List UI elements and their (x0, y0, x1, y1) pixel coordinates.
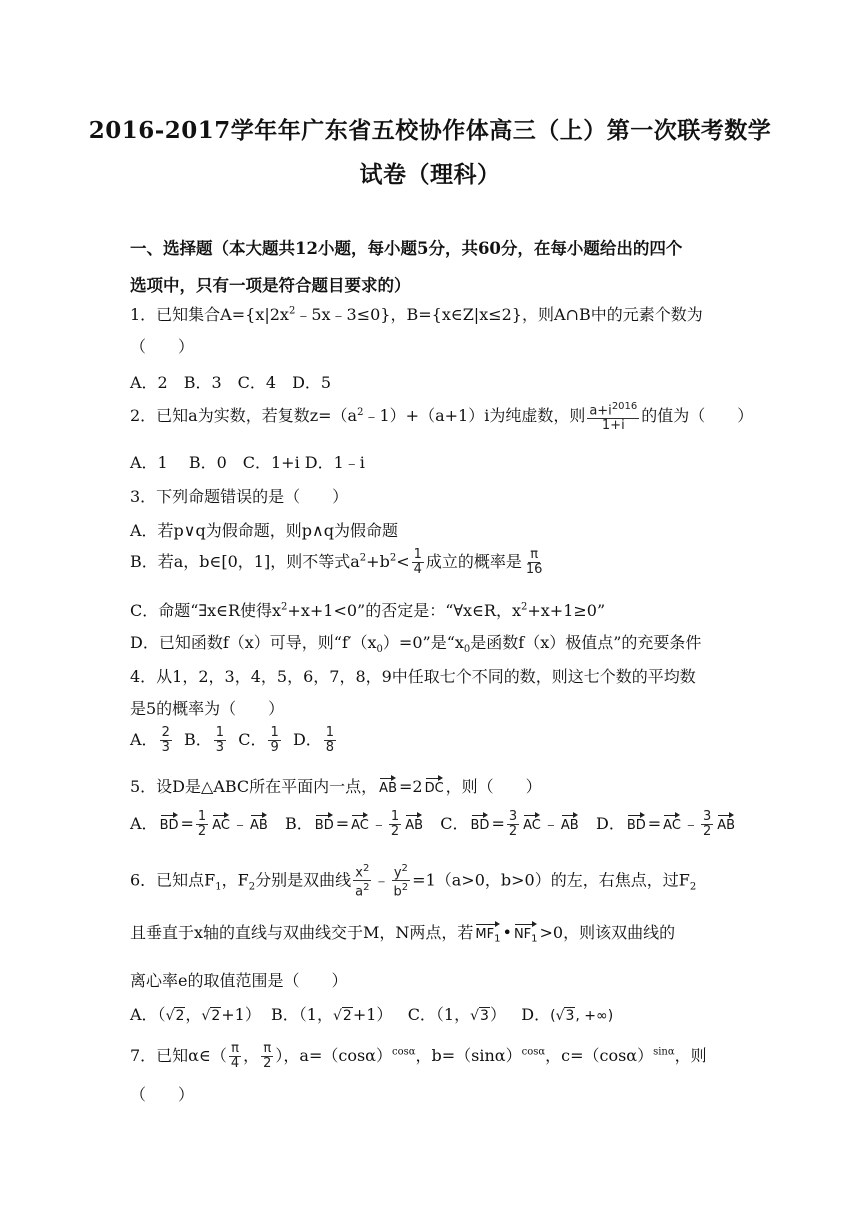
q7-f1-num: π (231, 1041, 239, 1056)
q6d-rad: 3 (565, 1008, 575, 1024)
q5-text-b: ，则（ ） (445, 777, 542, 796)
q5d-frac-num: 3 (702, 809, 712, 824)
q6-text-d: =1（a>0，b>0）的左，右焦点，过F (412, 870, 690, 890)
q3b-sup-2: 2 (389, 552, 397, 564)
q6a-rad-2: 2 (211, 1008, 221, 1024)
q6a-sqrt-2: √2 (165, 1008, 185, 1024)
q7-f2-num: π (263, 1041, 272, 1056)
q4-opt-c-label: C． (238, 730, 267, 749)
q2-frac-num: a+i (589, 403, 612, 419)
q4-line-1: 4．从1，2，3，4，5，6，7，8，9中任取七个不同的数，则这七个数的平均数 (130, 667, 696, 686)
q1-paren: （ ） (130, 337, 195, 356)
q3-option-d (130, 630, 740, 655)
q5b-vec-ac: AC (351, 812, 369, 833)
q6-fy-num: y (393, 865, 402, 881)
q3-option-b (130, 548, 740, 577)
q7-text-c: ，b=（sinα） (415, 1046, 522, 1065)
q5-eq2: =2 (398, 777, 423, 796)
q6a-text-a: A．（ (130, 1005, 166, 1024)
q5a-minus: ﹣ (231, 814, 248, 833)
q5-opt-b-label: B． (285, 814, 313, 833)
q5a-frac-den: 2 (197, 824, 207, 839)
q5a-vec-ab: AB (250, 812, 268, 833)
q6d-open-paren: ( (550, 1008, 556, 1024)
q4-opt-a-frac (160, 726, 172, 755)
q4-opt-a-label: A． (130, 730, 158, 749)
q4-fc-den: 9 (270, 740, 279, 755)
q2-text-a: 2．已知a为实数，若复数z=（a (130, 406, 358, 426)
q4-opt-d-label: D． (292, 730, 322, 749)
q5b-frac (389, 810, 401, 839)
q3b-sup-1: 2 (359, 552, 367, 564)
q3b-fraction-2 (524, 548, 545, 577)
q5a-vec-ac: AC (212, 812, 230, 833)
section-heading-line-2: 选项中，只有一项是符合题目要求的） (130, 276, 411, 295)
q3b-f1-den: 4 (413, 562, 422, 577)
q1-stem (130, 302, 740, 325)
q6-line-3: 离心率e的取值范围是（ ） (130, 971, 348, 990)
q5d-vec-ac: AC (663, 812, 681, 833)
q6-options (130, 1002, 740, 1025)
q5c-minus: ﹣ (542, 814, 559, 833)
q5c-eq: = (491, 814, 505, 833)
q5b-eq: = (335, 814, 350, 833)
q5-vector-dc: DC (425, 775, 444, 796)
q3b-text-a: B．若a，b∈[0，1]，则不等式a (130, 552, 360, 571)
q4-options (130, 726, 740, 755)
q6a-text-b: ， (185, 1005, 202, 1024)
q6d-interval: (√3, +∞) (550, 1008, 614, 1024)
q5a-vec-bd: BD (160, 812, 179, 833)
q6-fy-num-sup: 2 (401, 863, 408, 874)
q3b-f1-num: 1 (413, 547, 422, 562)
q3b-f2-den: 16 (525, 562, 543, 577)
q5d-eq: = (647, 814, 662, 833)
q5c-vec-ab: AB (561, 812, 579, 833)
q5-opt-a-label: A． (130, 814, 158, 833)
q6b-text-b: +1） (352, 1005, 393, 1024)
q4-fc-num: 1 (270, 725, 279, 740)
q5-options (130, 810, 740, 839)
q1-text-a: 1．已知集合A={x|2x (130, 305, 289, 324)
q2-frac-sup: 2016 (611, 401, 638, 412)
q5c-vec-ac: AC (523, 812, 541, 833)
q6-text-a: 6．已知点F (130, 870, 216, 890)
q3-stem: 3．下列命题错误的是（ ） (130, 487, 349, 506)
q4-opt-b-label: B． (184, 730, 212, 749)
q5d-frac-den: 2 (702, 824, 712, 839)
q5-vector-ab: AB (379, 775, 397, 796)
q3b-f2-num: π (530, 547, 539, 562)
q6c-sqrt-3: √3 (470, 1008, 489, 1024)
q4-fb-num: 1 (215, 725, 225, 740)
q6-frac-y (392, 862, 411, 900)
q3-option-a: A．若p∨q为假命题，则p∧q为假命题 (130, 521, 398, 540)
q3c-text-c: +x+1≥0” (527, 601, 606, 620)
q3c-text-a: C．命题“∃x∈R使得x (130, 601, 282, 620)
q4-fd-den: 8 (325, 740, 335, 755)
q1-options: A．2 B．3 C．4 D．5 (130, 373, 332, 392)
q6d-text-a: D． (521, 1005, 551, 1024)
q5d-minus: ﹣ (682, 814, 699, 833)
q7-text-e: ，则 (674, 1046, 707, 1065)
q4-fd-num: 1 (325, 725, 335, 740)
q2-text-b: ﹣1）+（a+1）i为纯虚数，则 (363, 406, 586, 426)
q7-comma: ， (243, 1046, 260, 1065)
q6a-text-c: +1） (221, 1005, 261, 1024)
q3b-text-b: +b (366, 552, 390, 571)
q5d-vec-bd: BD (627, 812, 646, 833)
q2-sup: 2 (357, 406, 364, 418)
q6-vec-nf-sub: 1 (531, 933, 538, 945)
q7-text-a: 7．已知α∈（ (130, 1046, 227, 1065)
q7-stem (130, 1042, 740, 1071)
q6b-rad: 2 (342, 1008, 352, 1024)
q3b-fraction-1 (412, 548, 424, 577)
q3d-text-b: ）=0”是“x (382, 633, 464, 652)
q6b-text-a: B．（1， (271, 1005, 333, 1024)
q6-text-f: >0，则该双曲线的 (539, 923, 676, 942)
q6-sub-3: 2 (689, 881, 697, 893)
q6c-text-b: ） (489, 1005, 506, 1024)
section-heading (130, 230, 730, 304)
q6-vec-mf-label: MF (475, 927, 495, 942)
q7-sup-1: cosα (391, 1046, 416, 1058)
q6-fx-num-sup: 2 (363, 863, 370, 874)
q7-text-b: ），a=（cosα） (275, 1046, 392, 1065)
q5b-frac-num: 1 (390, 809, 400, 824)
q7-sup-2: cosα (521, 1046, 546, 1058)
q2-stem (130, 400, 754, 434)
q5a-frac-num: 1 (197, 809, 207, 824)
q6-vector-nf1 (514, 921, 538, 945)
q7-sup-3: sinα (653, 1046, 675, 1058)
q3c-sup-2: 2 (520, 601, 528, 613)
q5-stem (130, 774, 740, 797)
q6a-sqrt-2b: √2 (201, 1008, 221, 1024)
q6a-rad-1: 2 (175, 1008, 185, 1024)
q6-line-2 (130, 920, 740, 945)
q6-minus: ﹣ (373, 870, 390, 890)
q7-text-d: ，c=（cosα） (545, 1046, 654, 1065)
q6-sub-1: 1 (215, 881, 222, 893)
q4-fa-num: 2 (161, 725, 170, 740)
q5c-vec-bd: BD (471, 812, 490, 833)
q4-opt-b-frac (214, 726, 226, 755)
q7-paren: （ ） (130, 1085, 195, 1104)
q6-fy-den: b (393, 884, 402, 900)
q5-text-a: 5．设D是△ABC所在平面内一点， (130, 777, 378, 796)
q7-frac-2 (261, 1042, 273, 1071)
q5-opt-d-label: D． (595, 814, 625, 833)
q4-fa-den: 3 (161, 740, 170, 755)
q6-fy-den-sup: 2 (401, 882, 409, 894)
q6-text-b: ，F (221, 870, 249, 890)
section-heading-line-1: 一、选择题（本大题共12小题，每小题5分，共60分，在每小题给出的四个 (130, 239, 683, 258)
q6d-inf: , +∞) (575, 1008, 614, 1024)
q3d-sub-2: 0 (463, 644, 471, 656)
q5b-frac-den: 2 (390, 824, 400, 839)
q7-frac-1 (229, 1042, 241, 1071)
q3d-text-a: D．已知函数f（x）可导，则“f′（x (130, 633, 377, 652)
q3-option-c (130, 598, 740, 621)
q6-text-e: 且垂直于x轴的直线与双曲线交于M，N两点，若 (130, 923, 474, 942)
q5-opt-c-label: C． (440, 814, 469, 833)
q5c-frac-den: 2 (508, 824, 518, 839)
q2-fraction (587, 400, 639, 433)
q5d-vec-ab: AB (717, 812, 735, 833)
q6-fx-den: a (355, 884, 364, 900)
q6-fx-den-sup: 2 (363, 882, 370, 894)
q7-f1-den: 4 (230, 1056, 240, 1071)
q5a-eq: = (180, 814, 194, 833)
q6c-rad: 3 (480, 1008, 489, 1024)
q3d-text-c: 是函数f（x）极值点”的充要条件 (470, 633, 702, 652)
q7-f2-den: 2 (263, 1056, 272, 1071)
q6b-sqrt-2: √2 (332, 1008, 352, 1024)
q6-sub-2: 2 (248, 881, 256, 893)
q6-vec-nf-label: NF (513, 927, 532, 942)
q1-sup: 2 (288, 305, 296, 317)
q5c-frac (507, 810, 519, 839)
q6-vec-mf-sub: 1 (494, 933, 501, 945)
q4-opt-d-frac (324, 726, 336, 755)
q3b-text-d: 成立的概率是 (425, 552, 522, 571)
q2-text-c: 的值为（ ） (641, 406, 754, 426)
q6-text-c: 分别是双曲线 (255, 870, 352, 890)
q6-vector-mf1 (475, 921, 500, 945)
q2-frac-den: 1+i (601, 418, 625, 434)
exam-title-line-1: 2016-2017学年年广东省五校协作体高三（上）第一次联考数学 (88, 117, 772, 144)
q5b-minus: ﹣ (370, 814, 387, 833)
q5b-vec-ab: AB (405, 812, 423, 833)
q6-dot: • (502, 923, 512, 942)
q6c-text-a: C．（1， (407, 1005, 471, 1024)
q5c-frac-num: 3 (508, 809, 518, 824)
q6-fx-num: x (355, 865, 363, 881)
q3b-text-c: < (396, 552, 410, 571)
q4-opt-c-frac (268, 726, 280, 755)
q4-line-2: 是5的概率为（ ） (130, 699, 285, 718)
q3c-text-b: +x+1<0”的否定是：“∀x∈R，x (287, 601, 521, 620)
q3c-sup-1: 2 (281, 601, 288, 613)
q5b-vec-bd: BD (315, 812, 334, 833)
q2-options: A．1 B．0 C．1+i D．1﹣i (130, 453, 365, 472)
q6-line-1 (130, 862, 740, 900)
q4-fb-den: 3 (215, 740, 225, 755)
q3d-sub-1: 0 (376, 644, 383, 656)
exam-title-line-2: 试卷（理科） (359, 161, 501, 188)
q6-frac-x (353, 862, 371, 900)
q5a-frac (196, 810, 208, 839)
q1-text-b: ﹣5x﹣3≤0}，B={x∈Z|x≤2}，则A∩B中的元素个数为 (295, 305, 703, 324)
q5d-frac (701, 810, 713, 839)
